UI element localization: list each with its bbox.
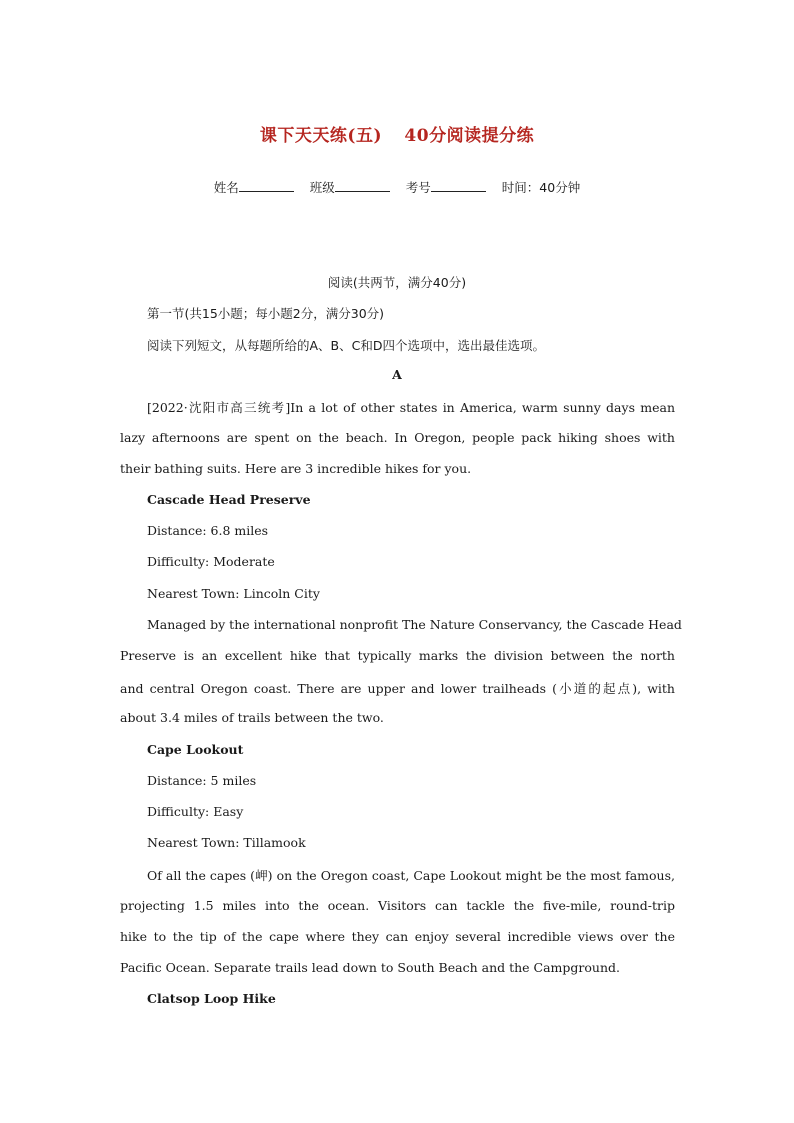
intro-line-2: lazy afternoons are spent on the beach. In Oregon, people pack hiking shoes with xyxy=(120,430,675,445)
intro-line-3: their bathing suits. Here are 3 incredible hikes for you. xyxy=(120,461,472,476)
hike-title: Cape Lookout xyxy=(147,742,244,757)
hike-difficulty: Difficulty: Easy xyxy=(147,804,244,819)
hike-distance: Distance: 6.8 miles xyxy=(147,523,269,538)
intro-line-1: [2022·沈阳市高三统考]In a lot of other states in America, warm sunny days mean xyxy=(147,400,675,415)
title-right: 40分阅读提分练 xyxy=(404,126,535,146)
hike-desc-line: about 3.4 miles of trails between the two. xyxy=(120,710,384,725)
instruction: 阅读下列短文，从每题所给的A、B、C和D四个选项中，选出最佳选项。 xyxy=(147,338,545,353)
hike-distance: Distance: 5 miles xyxy=(147,773,257,788)
hike-desc-line: Managed by the international nonprofit The Nature Conservancy, the Cascade Head xyxy=(147,617,682,632)
hike-town: Nearest Town: Lincoln City xyxy=(147,586,320,601)
hike-desc-line: projecting 1.5 miles into the ocean. Visitors can tackle the five-mile, round-trip xyxy=(120,898,675,913)
title-left: 课下天天练(五) xyxy=(259,126,382,146)
time-field: 时间：40分钟 xyxy=(501,180,581,195)
number-blank xyxy=(431,179,486,192)
name-field: 姓名 xyxy=(214,180,294,195)
class-blank xyxy=(335,179,390,192)
hike-desc-line: and central Oregon coast. There are upper and lower trailheads (小道的起点), with xyxy=(120,681,675,696)
page-title xyxy=(0,121,794,146)
section-heading: 阅读(共两节，满分40分) xyxy=(327,275,467,290)
hike-difficulty: Difficulty: Moderate xyxy=(147,554,275,569)
hike-desc-line: hike to the tip of the cape where they can enjoy several incredible views over the xyxy=(120,929,675,944)
hike-desc-line: Of all the capes (岬) on the Oregon coast, Cape Lookout might be the most famous, xyxy=(147,868,675,883)
hike-desc-line: Preserve is an excellent hike that typically marks the division between the north xyxy=(120,648,675,663)
part1-heading: 第一节(共15小题；每小题2分，满分30分) xyxy=(147,306,385,321)
hike-town: Nearest Town: Tillamook xyxy=(147,835,306,850)
student-info-row xyxy=(0,178,794,196)
hike-title: Clatsop Loop Hike xyxy=(147,991,276,1006)
hike-title: Cascade Head Preserve xyxy=(147,492,311,507)
number-field: 考号 xyxy=(406,180,486,195)
hike-desc-line: Pacific Ocean. Separate trails lead down to South Beach and the Campground. xyxy=(120,960,620,975)
passage-label: A xyxy=(392,367,402,382)
class-field: 班级 xyxy=(310,180,390,195)
name-blank xyxy=(239,179,294,192)
